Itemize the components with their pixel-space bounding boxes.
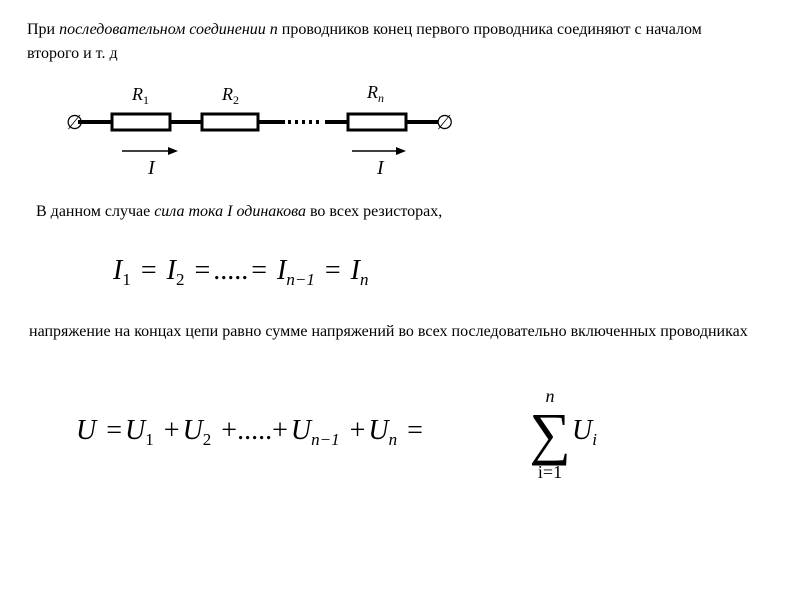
label-r2-sub: 2 [233,93,239,107]
intro-part3: проводников конец первого проводника соединяют с началом второго и т. д [27,21,702,62]
arrowhead-left-icon [168,147,178,155]
current-text [36,200,736,224]
label-r1-sub: 1 [143,93,149,107]
current-text-italic: сила тока I одинакова [154,203,306,220]
label-rn-main: R [367,82,378,102]
label-rn-sub: n [378,91,384,105]
terminal-right: ∅ [436,112,454,134]
f2-u1-sub: 1 [145,430,154,449]
current-text-part3: во всех резисторах, [305,203,443,220]
f1-in-sub: n [359,270,369,289]
f1-i2-sub: 2 [175,270,185,289]
label-r2-main: R [222,84,233,104]
f2-u: U [76,415,97,446]
voltage-text: напряжение на концах цепи равно сумме напряжений во всех последовательно включенных проводниках [29,323,748,340]
current-formula [113,255,368,287]
f1-in: I [350,255,360,286]
label-rn [366,82,384,105]
f2-u2: U [182,415,203,446]
f2-eq2: = [407,415,423,446]
terminal-left: ∅ [66,112,84,134]
f1-in1-sub: n−1 [286,270,315,289]
label-r1 [131,84,149,107]
resistor-rn [348,114,406,130]
arrowhead-right-icon [396,147,406,155]
resistor-r1 [112,114,170,130]
f2-un-sub: n [388,430,398,449]
summation [522,386,578,482]
resistor-r2 [202,114,258,130]
f2-un1: U [290,415,312,446]
voltage-formula [76,415,426,447]
f1-i1: I [113,255,123,286]
intro-part1: При [27,21,60,38]
label-r1-main: R [132,84,143,104]
f1-dots: ..... [213,255,249,286]
f2-plus1: + [163,415,180,446]
f1-in1: I [277,255,287,286]
sum-lower-limit: i=1 [537,462,563,482]
f1-eq4: = [324,255,341,286]
f1-i2: I [166,255,176,286]
sum-term-sub: i [592,430,597,449]
f2-plus2: +.....+ [221,415,288,446]
f2-u2-sub: 2 [202,430,212,449]
current-label-right: I [377,157,384,178]
f1-eq1: = [140,255,157,286]
current-text-part1: В данном случае [36,203,155,220]
f1-eq2: = [194,255,211,286]
f2-eq1: = [106,415,123,446]
series-circuit-diagram [60,78,460,178]
f1-eq3: = [251,255,268,286]
intro-italic: последовательном соединении n [59,21,278,38]
sigma-icon: ∑ [529,401,571,466]
f2-un: U [368,415,389,446]
intro-text [27,18,727,66]
f2-u1: U [125,415,146,446]
f1-i1-sub: 1 [122,270,131,289]
f2-plus3: + [349,415,366,446]
sum-upper-limit: n [545,386,555,406]
sum-term-u: U [572,415,593,446]
sum-term [572,415,597,447]
current-label-left: I [148,157,155,178]
label-r2 [221,84,239,107]
f2-un1-sub: n−1 [311,430,340,449]
